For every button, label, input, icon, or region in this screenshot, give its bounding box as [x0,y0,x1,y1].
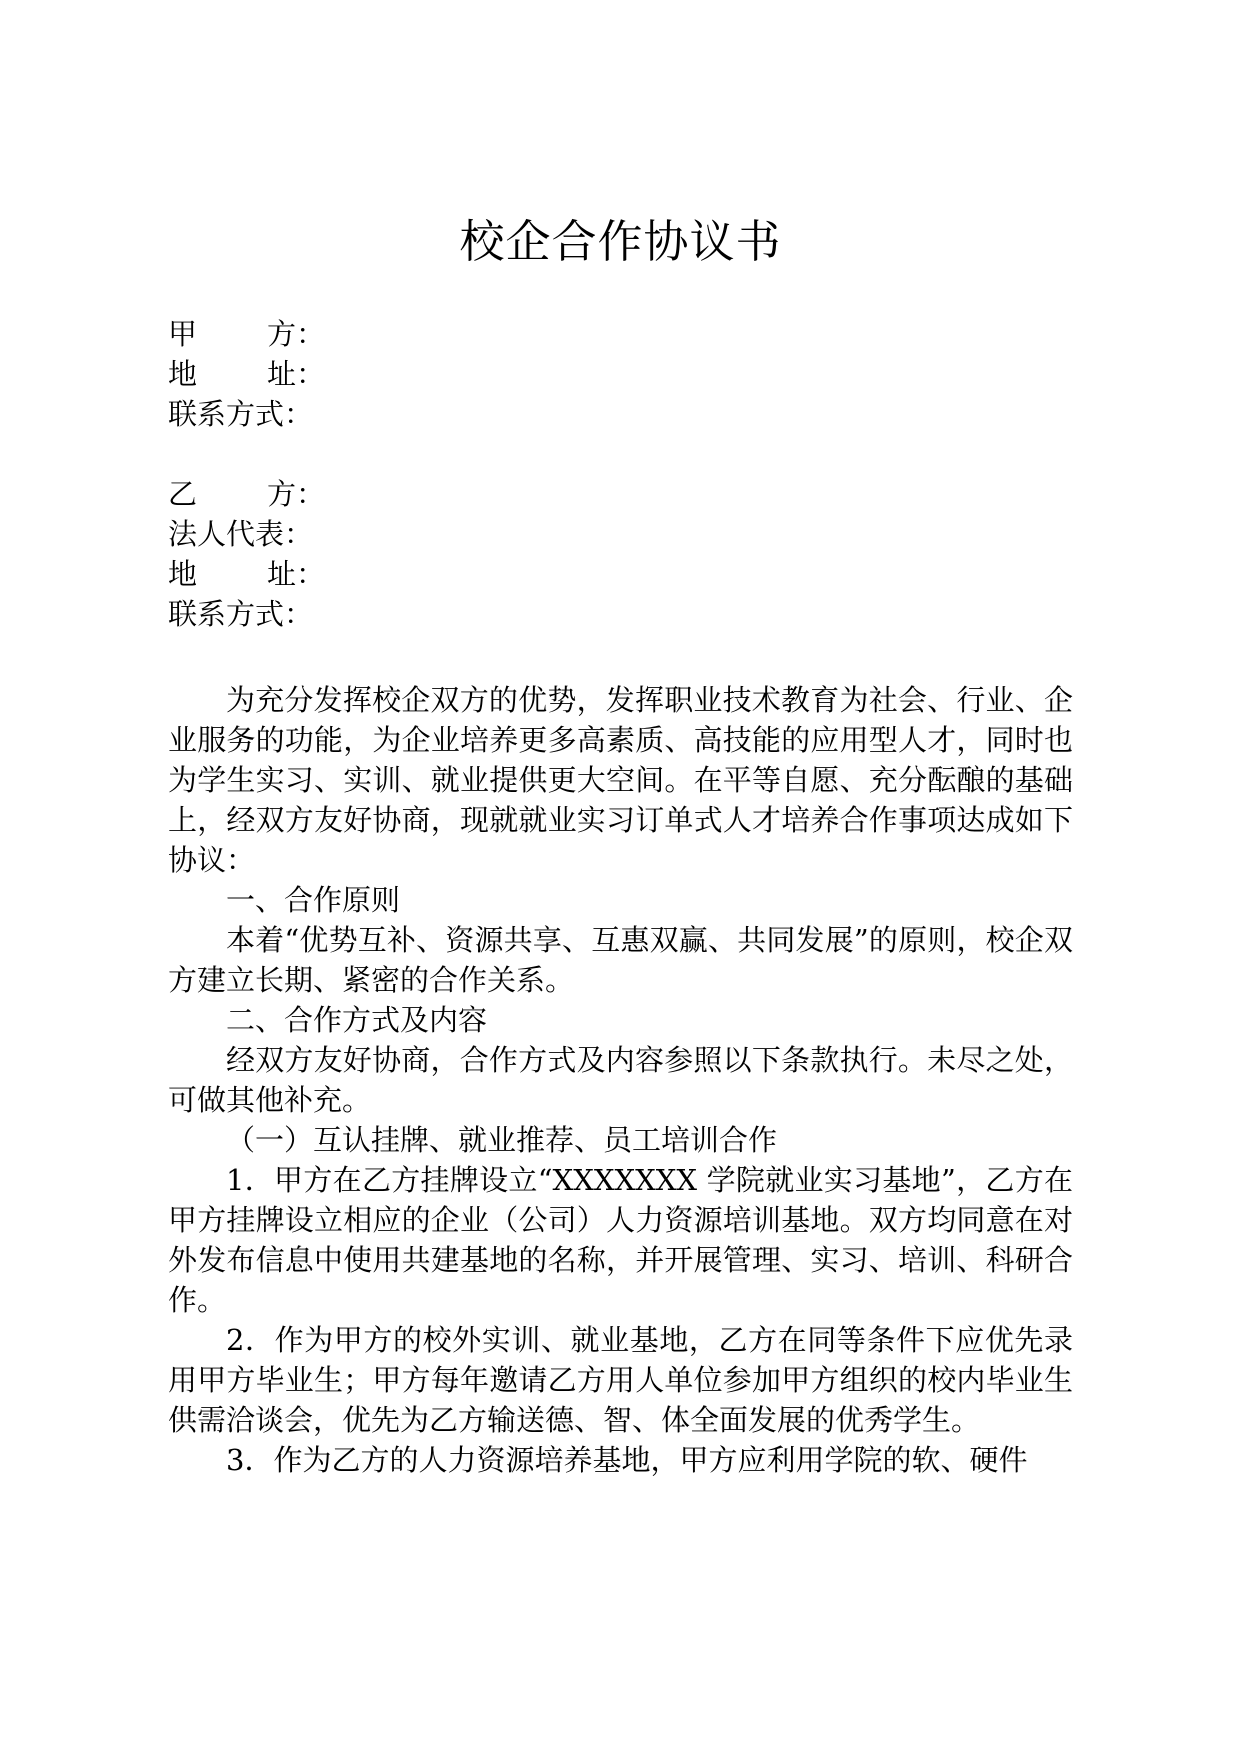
document-title: 校企合作协议书 [459,215,782,268]
colon: ： [296,557,326,591]
party-a-name-field [168,314,668,354]
party-a-address-field [168,354,668,394]
colon: ： [296,357,326,391]
clause-1: 1．甲方在乙方挂牌设立“XXXXXXX 学院就业实习基地”，乙方在甲方挂牌设立相应的企业（公司）人力资源培训基地。双方均同意在对外发布信息中使用共建基地的名称，并开展管理、实习、培训、科研合作。 [168,1163,1073,1317]
party-a-name-label: 甲 方 [168,317,296,351]
colon: ： [284,597,314,631]
party-b-name-field [168,474,668,514]
intro-paragraph: 为充分发挥校企双方的优势，发挥职业技术教育为社会、行业、企业服务的功能，为企业培养更多高素质、高技能的应用型人才，同时也为学生实习、实训、就业提供更大空间。在平等自愿、充分酝酿的基础上，经双方友好协商，现就就业实习订单式人才培养合作事项达成如下协议： [168,683,1073,877]
party-b-address-field [168,554,668,594]
principles-paragraph: 本着“优势互补、资源共享、互惠双赢、共同发展”的原则，校企双方建立长期、紧密的合作关系。 [168,923,1073,997]
party-info-block [168,314,668,634]
section-heading-principles: 一、合作原则 [226,883,401,917]
party-b-legal-rep-field [168,514,668,554]
colon: ： [296,477,326,511]
agreement-body [168,680,1073,1480]
party-a-address-label: 地 址 [168,357,296,391]
colon: ： [296,317,326,351]
party-b-contact-field [168,594,668,634]
section-heading-cooperation: 二、合作方式及内容 [226,1003,488,1037]
party-b-legal-rep-label: 法人代表 [168,517,285,551]
cooperation-paragraph: 经双方友好协商，合作方式及内容参照以下条款执行。未尽之处，可做其他补充。 [168,1043,1073,1117]
party-a-contact-label: 联系方式 [168,397,285,431]
colon: ： [284,397,314,431]
party-b-name-label: 乙 方 [168,477,296,511]
party-b-address-label: 地 址 [168,557,296,591]
subsection-heading: （一）互认挂牌、就业推荐、员工培训合作 [226,1123,778,1157]
clause-2: 2．作为甲方的校外实训、就业基地，乙方在同等条件下应优先录用甲方毕业生；甲方每年邀请乙方用人单位参加甲方组织的校内毕业生供需洽谈会，优先为乙方输送德、智、体全面发展的优秀学生。 [168,1323,1073,1437]
colon: ： [284,517,314,551]
clause-3: 3．作为乙方的人力资源培养基地，甲方应利用学院的软、硬件 [226,1443,1028,1477]
party-b-contact-label: 联系方式 [168,597,285,631]
party-a-contact-field [168,394,668,434]
